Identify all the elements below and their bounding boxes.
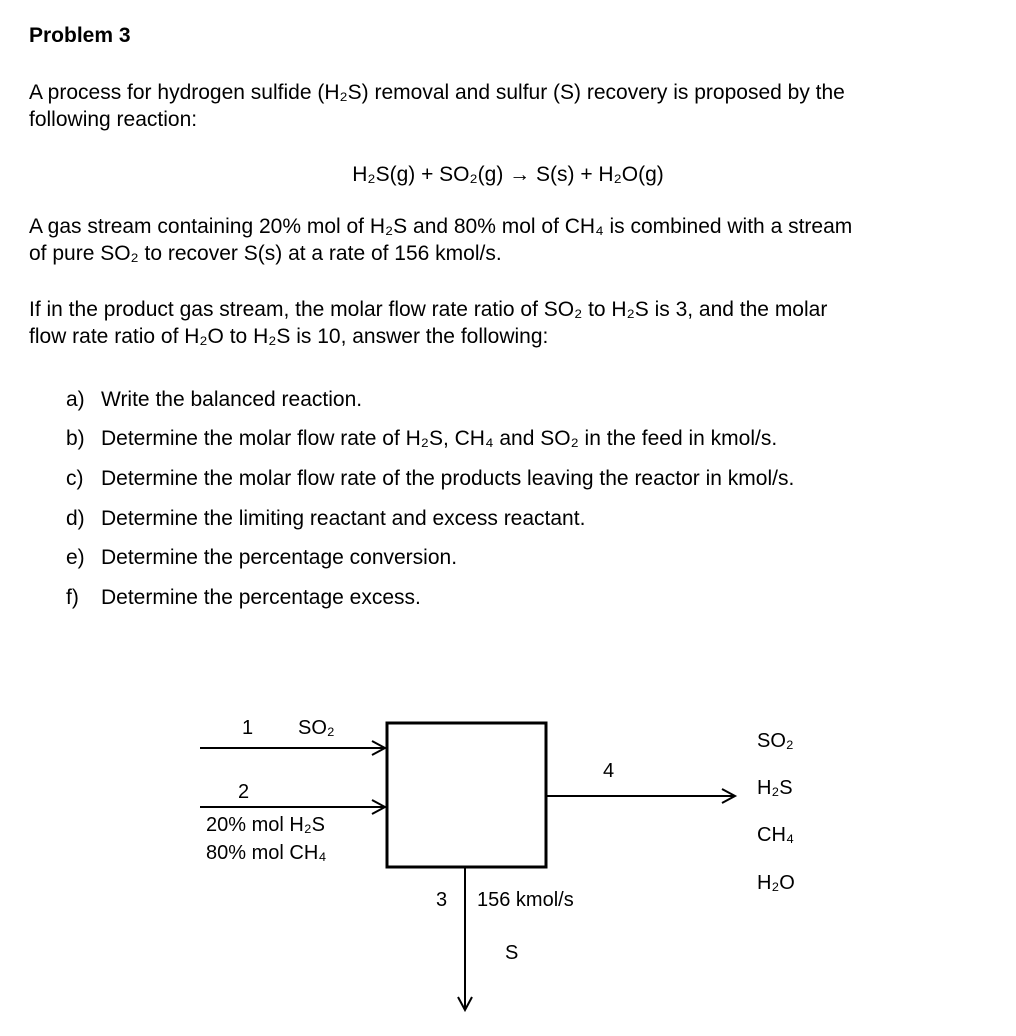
outlet-species: CH₄ xyxy=(757,824,795,846)
stream-4-number: 4 xyxy=(603,760,615,782)
ratio-line-2: flow rate ratio of H₂O to H₂S is 10, answer the following: xyxy=(29,325,549,348)
flow-lines xyxy=(0,700,1016,1036)
question-item xyxy=(66,380,794,420)
question-letter: e) xyxy=(66,546,85,570)
question-item xyxy=(66,499,794,539)
stream-1-number: 1 xyxy=(242,717,254,739)
stream-2-number: 2 xyxy=(238,781,250,803)
ratio-line-1: If in the product gas stream, the molar flow rate ratio of SO₂ to H₂S is 3, and the molar xyxy=(29,298,828,321)
question-letter: f) xyxy=(66,585,79,609)
question-letter: d) xyxy=(66,506,85,530)
question-item xyxy=(66,420,794,460)
process-flow-diagram xyxy=(0,700,1016,1036)
stream-1-label: SO₂ xyxy=(298,717,335,739)
intro-paragraph xyxy=(29,79,989,133)
stream-3-number: 3 xyxy=(436,889,448,911)
question-item xyxy=(66,538,794,578)
stream-2-composition-1: 20% mol H₂S xyxy=(206,814,325,836)
reaction-equation: H₂S(g) + SO₂(g) → S(s) + H₂O(g) xyxy=(352,163,664,186)
stream-4-arrow xyxy=(546,789,735,803)
question-text: Determine the limiting reactant and excess reactant. xyxy=(101,506,586,530)
stream-line-1: A gas stream containing 20% mol of H₂S and 80% mol of CH₄ is combined with a stream xyxy=(29,215,853,238)
stream-3-arrow xyxy=(458,867,472,1010)
question-text: Determine the percentage excess. xyxy=(101,585,421,609)
stream-2-arrow xyxy=(200,800,385,814)
intro-line-2: following reaction: xyxy=(29,108,198,131)
question-letter: a) xyxy=(66,387,85,411)
reactor-box xyxy=(387,723,546,867)
outlet-species: SO₂ xyxy=(757,730,794,752)
question-letter: b) xyxy=(66,427,85,451)
stream-line-2: of pure SO₂ to recover S(s) at a rate of 156 kmol/s. xyxy=(29,242,502,265)
stream-1-arrow xyxy=(200,741,385,755)
outlet-species: H₂O xyxy=(757,872,795,894)
intro-line-1: A process for hydrogen sulfide (H₂S) removal and sulfur (S) recovery is proposed by the xyxy=(29,81,845,104)
stream-3-species: S xyxy=(505,942,519,964)
question-item xyxy=(66,459,794,499)
question-text: Determine the molar flow rate of the products leaving the reactor in kmol/s. xyxy=(101,466,795,490)
question-text: Write the balanced reaction. xyxy=(101,387,363,411)
question-list xyxy=(66,380,794,618)
stream-3-rate: 156 kmol/s xyxy=(477,889,574,911)
stream-paragraph xyxy=(29,213,989,267)
question-text: Determine the percentage conversion. xyxy=(101,546,458,570)
question-text: Determine the molar flow rate of H₂S, CH₄ and SO₂ in the feed in kmol/s. xyxy=(101,427,778,451)
ratio-paragraph xyxy=(29,296,989,350)
stream-2-composition-2: 80% mol CH₄ xyxy=(206,842,327,864)
outlet-species: H₂S xyxy=(757,777,793,799)
question-letter: c) xyxy=(66,466,84,490)
problem-title: Problem 3 xyxy=(29,24,131,47)
question-item xyxy=(66,578,794,618)
